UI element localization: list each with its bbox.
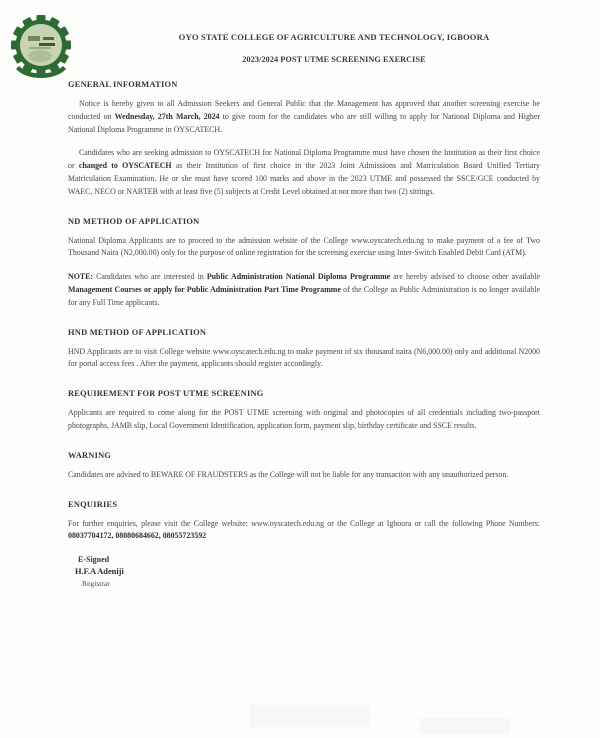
warning-paragraph: Candidates are advised to BEWARE OF FRAUDSTERS as the College will not be liable for any transaction with any unauthorized person. <box>68 469 509 479</box>
section-heading-general-information: GENERAL INFORMATION <box>68 80 178 89</box>
general-information-paragraph-2 <box>68 147 540 198</box>
scan-smudge <box>250 705 370 727</box>
nd-method-note <box>68 271 540 309</box>
section-heading-nd-method: ND METHOD OF APPLICATION <box>68 216 200 226</box>
note-text-c: of the College as Public Administration is no longer available for any Full Time applicants. <box>68 284 540 307</box>
note-emphasis-2: Management Courses or apply for Public Administration Part Time Programme <box>68 284 341 294</box>
gi-p1-date: Wednesday, 27th March, 2024 <box>114 111 220 121</box>
nd-method-paragraph: National Diploma Applicants are to proceed to the admission website of the College www.oyscatech.edu.ng to make payment of a fee of Two Thousand Naira (N2,000.00) only for the purpose of online registration for the screening exercise using Inter-Switch Enabled Debit Card (ATM). <box>68 235 540 258</box>
note-label: NOTE: <box>68 272 93 282</box>
gi-p2-emphasis: changed to OYSCATECH <box>78 161 172 171</box>
e-signed-label: E-Signed <box>78 555 110 565</box>
note-text-b: are hereby advised to choose other available <box>390 272 540 282</box>
note-emphasis-1: Public Administration National Diploma Programme <box>206 272 391 282</box>
gi-p2-text-b: as their Institution of first choice in the 2023 Joint Admissions and Matriculation Board Unified Tertiary Matriculation Examination. He or she must have scored 100 marks and above in the 2023 UTME and possessed the SSCE/GCE conducted by WAEC, NECO or NABTEB with at least five (5) subjects at Credit Level obtained at not more than two (2) sittings. <box>68 161 541 196</box>
section-heading-warning: WARNING <box>68 450 112 460</box>
hnd-method-paragraph: HND Applicants are to visit College website www.oyscatech.edu.ng to make payment of six thousand naira (N6,000.00) only and additional N2000 for portal access fees . After the payment, applicants should register accordingly. <box>68 346 540 369</box>
signature-block <box>68 554 540 589</box>
gi-p2-text-a: Candidates who are seeking admission to OYSCATECH for National Diploma Programme must have chosen the Institution as their first choice or <box>68 148 540 171</box>
section-heading-enquiries: ENQUIRIES <box>68 499 118 509</box>
document-content <box>68 80 540 589</box>
section-heading-hnd-method: HND METHOD OF APPLICATION <box>68 327 207 337</box>
gi-p1-text-a: Notice is hereby given to all Admission Seekers and General Public that the Management has approved that another screening exercise be conducted on <box>68 99 540 121</box>
general-information-paragraph-1 <box>68 98 540 136</box>
document-header <box>0 0 600 78</box>
header-title-block <box>78 32 590 65</box>
signatory-name: H.F.A Adeniji <box>75 566 124 576</box>
enquiries-text: For further enquiries, please visit the College website: www.oyscatech.edu.ng or the College at Igboora or call the following Phone Numbers: <box>68 518 540 528</box>
requirement-paragraph: Applicants are required to come along for the POST UTME screening with original and photocopies of all credentials including two-passport photographs, JAMB slip, Local Government Identification, application form, payment slip, birthday certificate and SSCE results. <box>68 408 540 430</box>
enquiries-paragraph <box>68 518 540 544</box>
gi-p1-text-b: to give room for the candidates who are still willing to apply for National Diploma and Higher National Diploma Programme in OYSCATECH. <box>68 111 540 134</box>
enquiries-phone-numbers: 08037704172, 08080684662, 08055723592 <box>68 531 207 541</box>
exercise-title: 2023/2024 POST UTME SCREENING EXERCISE <box>242 55 426 65</box>
scan-smudge <box>420 718 510 734</box>
signatory-role: Registrar <box>82 578 110 588</box>
gear-emblem-logo-icon <box>8 14 74 84</box>
college-name: OYO STATE COLLEGE OF AGRICULTURE AND TECHNOLOGY, IGBOORA <box>178 32 490 42</box>
note-text-a: Candidates who are interested in <box>93 272 207 282</box>
section-heading-requirement: REQUIREMENT FOR POST UTME SCREENING <box>68 389 264 399</box>
